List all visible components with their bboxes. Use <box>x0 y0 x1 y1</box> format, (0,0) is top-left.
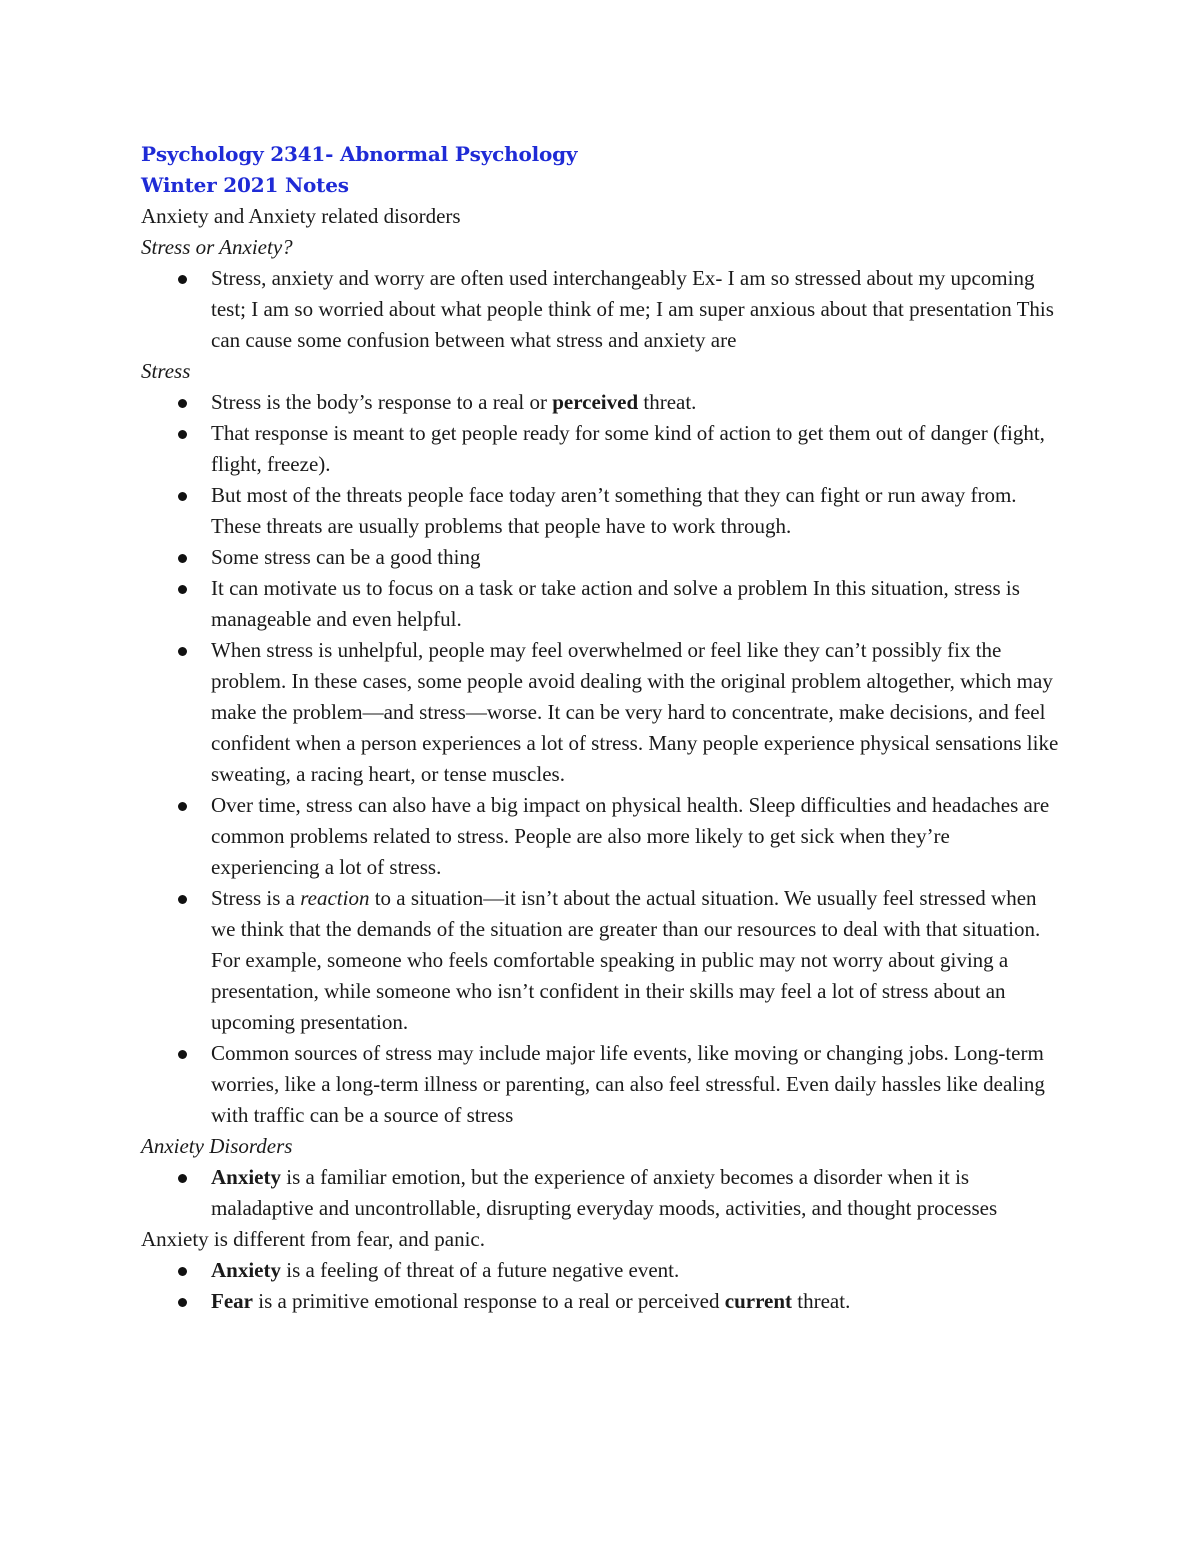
list-item: Common sources of stress may include major life events, like moving or changing jobs. Long-term worries, like a long-term illness or parenting, can also feel stressful. Even daily hassles like dealing with traffic can be a source of stress <box>141 1038 1061 1131</box>
list-item: Stress is the body’s response to a real or perceived threat. <box>141 387 1061 418</box>
list-item: Anxiety is a familiar emotion, but the experience of anxiety becomes a disorder when it is maladaptive and uncontrollable, disrupting everyday moods, activities, and thought processes <box>141 1162 1061 1224</box>
list-item: Over time, stress can also have a big impact on physical health. Sleep difficulties and headaches are common problems related to stress. People are also more likely to get sick when they’re experiencing a lot of stress. <box>141 790 1061 883</box>
bullet-icon <box>178 492 187 501</box>
stress-list <box>141 387 1061 1131</box>
bullet-icon <box>178 647 187 656</box>
stress-or-anxiety-list <box>141 263 1061 356</box>
course-title: Psychology 2341- Abnormal Psychology <box>141 142 578 166</box>
list-item: Anxiety is a feeling of threat of a future negative event. <box>141 1255 1061 1286</box>
heading-stress: Stress <box>141 359 191 383</box>
bullet-icon <box>178 275 187 284</box>
anxiety-disorders-list <box>141 1162 1061 1224</box>
heading-stress-or-anxiety: Stress or Anxiety? <box>141 235 293 259</box>
list-item: When stress is unhelpful, people may feel overwhelmed or feel like they can’t possibly fix the problem. In these cases, some people avoid dealing with the original problem altogether, which may make the problem—and stress—worse. It can be very hard to concentrate, make decisions, and feel confident when a person experiences a lot of stress. Many people experience physical sensations like sweating, a racing heart, or tense muscles. <box>141 635 1061 790</box>
fear-panic-intro: Anxiety is different from fear, and panic. <box>141 1227 485 1251</box>
bullet-icon <box>178 399 187 408</box>
topic-line: Anxiety and Anxiety related disorders <box>141 204 461 228</box>
term-title: Winter 2021 Notes <box>141 173 349 197</box>
list-item: Stress, anxiety and worry are often used interchangeably Ex- I am so stressed about my upcoming test; I am so worried about what people think of me; I am super anxious about that presentation This can cause some confusion between what stress and anxiety are <box>141 263 1061 356</box>
bullet-icon <box>178 802 187 811</box>
list-item: That response is meant to get people ready for some kind of action to get them out of danger (fight, flight, freeze). <box>141 418 1061 480</box>
bullet-icon <box>178 554 187 563</box>
bullet-icon <box>178 430 187 439</box>
bullet-icon <box>178 895 187 904</box>
list-item: Fear is a primitive emotional response to a real or perceived current threat. <box>141 1286 1061 1317</box>
document-body <box>141 139 1061 1317</box>
fear-panic-list <box>141 1255 1061 1317</box>
bullet-icon <box>178 1174 187 1183</box>
list-item: Stress is a reaction to a situation—it isn’t about the actual situation. We usually feel stressed when we think that the demands of the situation are greater than our resources to deal with that situation. For example, someone who feels comfortable speaking in public may not worry about giving a presentation, while someone who isn’t confident in their skills may feel a lot of stress about an upcoming presentation. <box>141 883 1061 1038</box>
bullet-icon <box>178 1050 187 1059</box>
list-item: But most of the threats people face today aren’t something that they can fight or run away from. These threats are usually problems that people have to work through. <box>141 480 1061 542</box>
bullet-icon <box>178 585 187 594</box>
heading-anxiety-disorders: Anxiety Disorders <box>141 1134 293 1158</box>
bullet-icon <box>178 1298 187 1307</box>
bullet-icon <box>178 1267 187 1276</box>
list-item: Some stress can be a good thing <box>141 542 1061 573</box>
list-item: It can motivate us to focus on a task or take action and solve a problem In this situation, stress is manageable and even helpful. <box>141 573 1061 635</box>
